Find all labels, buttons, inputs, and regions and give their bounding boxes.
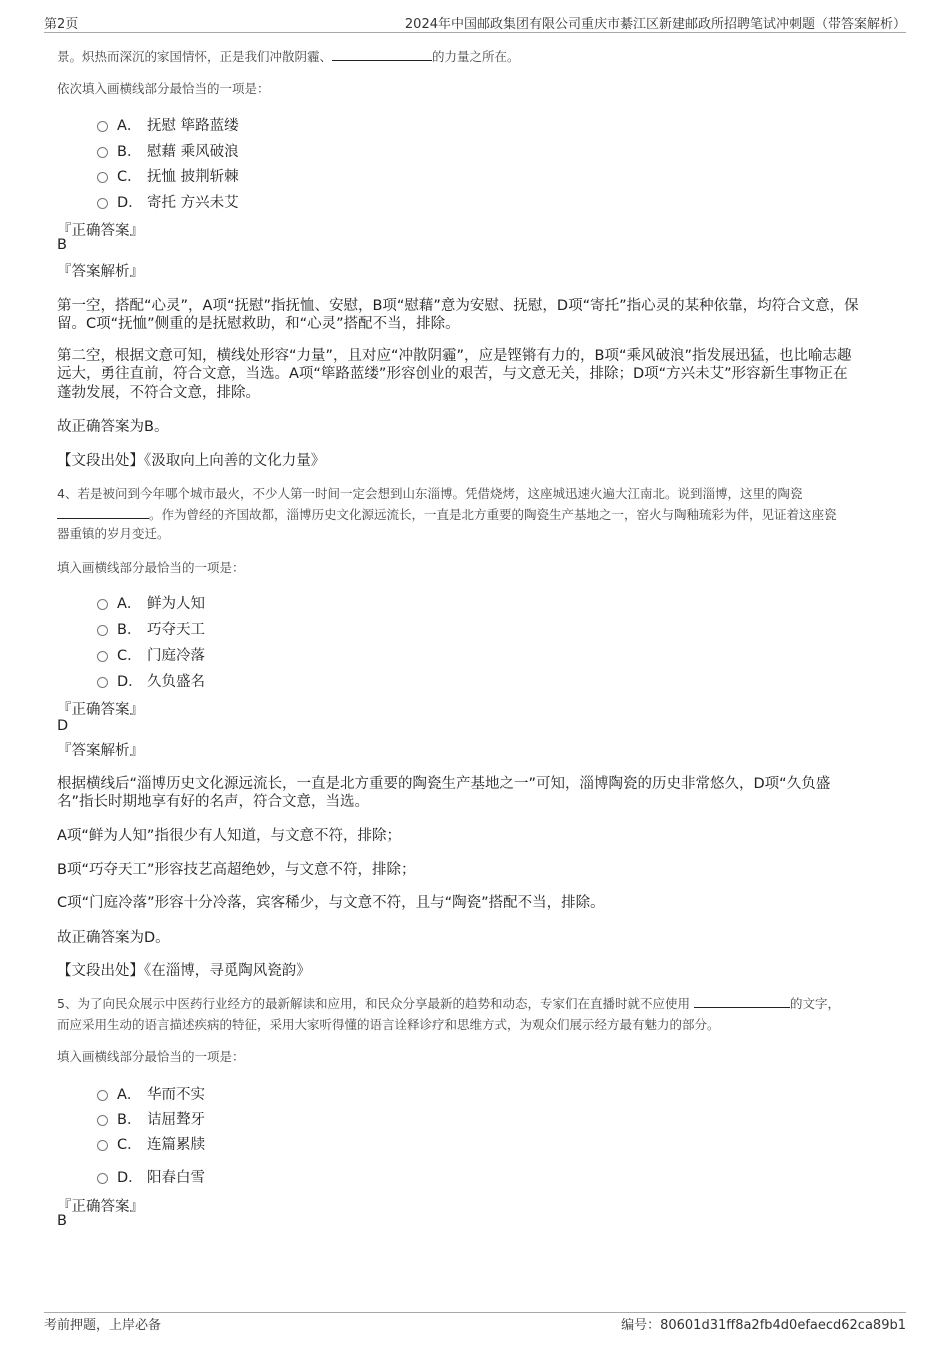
question-text: 4、若是被问到今年哪个城市最火，不少人第一时间一定会想到山东淄博。凭借烧烤，这座城迅速火遍大江南北。说到淄博，这里的陶瓷 <box>57 486 803 501</box>
option-text: 久负盛名 <box>147 674 205 690</box>
analysis-line: B项“巧夺天工”形容技艺高超绝妙，与文意不符，排除； <box>57 862 416 878</box>
answer-label: 『正确答案』 <box>57 223 144 239</box>
radio-icon[interactable] <box>97 625 108 636</box>
header-divider <box>44 32 906 33</box>
option-letter: D． <box>117 195 143 211</box>
option-b[interactable] <box>97 1108 205 1129</box>
question-prompt: 填入画横线部分最恰当的一项是： <box>57 560 245 575</box>
question-text <box>57 994 840 1012</box>
option-text: 巧夺天工 <box>147 622 205 638</box>
question-text <box>57 505 837 523</box>
analysis-line: 根据横线后“淄博历史文化源远流长，一直是北方重要的陶瓷生产基地之一”可知，淄博陶瓷的历史非常悠久，D项“久负盛 <box>57 776 831 792</box>
option-c[interactable] <box>97 644 205 665</box>
footer-slogan: 考前押题，上岸必备 <box>44 1318 162 1333</box>
radio-icon[interactable] <box>97 1115 108 1126</box>
radio-icon[interactable] <box>97 1140 108 1151</box>
text: 景。炽热而深沉的家国情怀，正是我们冲散阴霾、 <box>57 49 333 64</box>
text: 。作为曾经的齐国故都，淄博历史文化源远流长，一直是北方重要的陶瓷生产基地之一，窑火与陶釉琉彩为伴，见证着这座瓷 <box>149 507 837 522</box>
option-letter: C． <box>117 169 142 185</box>
question-text <box>57 47 520 65</box>
option-text: 寄托 方兴未艾 <box>147 195 239 211</box>
option-a[interactable] <box>97 114 239 135</box>
option-letter: A． <box>117 118 142 134</box>
option-text: 诘屈聱牙 <box>147 1112 205 1128</box>
option-letter: A． <box>117 596 142 612</box>
option-b[interactable] <box>97 618 205 639</box>
option-c[interactable] <box>97 165 239 186</box>
option-letter: D． <box>117 674 143 690</box>
option-letter: A． <box>117 1087 142 1103</box>
radio-icon[interactable] <box>97 147 108 158</box>
analysis-line: 故正确答案为B。 <box>57 419 169 435</box>
analysis-line: C项“门庭冷落”形容十分冷落，宾客稀少，与文意不符，且与“陶瓷”搭配不当，排除。 <box>57 895 605 911</box>
option-letter: B． <box>117 622 142 638</box>
option-c[interactable] <box>97 1133 205 1154</box>
blank <box>694 995 790 1008</box>
question-text: 而应采用生动的语言描述疾病的特征，采用大家听得懂的语言诠释诊疗和思维方式，为观众们展示经方最有魅力的部分。 <box>57 1017 720 1032</box>
analysis-line: A项“鲜为人知”指很少有人知道，与文意不符，排除； <box>57 828 401 844</box>
option-letter: D． <box>117 1170 143 1186</box>
text: 5、为了向民众展示中医药行业经方的最新解读和应用，和民众分享最新的趋势和动态，专家们在直播时就不应使用 <box>57 996 694 1011</box>
analysis-line: 名”指长时期地享有好的名声，符合文意，当选。 <box>57 794 370 810</box>
analysis-line: 远大，勇往直前，符合文意，当选。A项“筚路蓝缕”形容创业的艰苦，与文意无关，排除；D项“方兴未艾”形容新生事物正在 <box>57 366 848 382</box>
text: 的文字， <box>789 996 840 1011</box>
document-id: 编号：80601d31ff8a2fb4d0efaecd62ca89b1 <box>621 1318 906 1333</box>
answer-label: 『正确答案』 <box>57 1199 144 1215</box>
option-d[interactable] <box>97 1166 205 1187</box>
radio-icon[interactable] <box>97 1090 108 1101</box>
option-d[interactable] <box>97 191 239 212</box>
analysis-line: 留。C项“抚恤”侧重的是抚慰救助，和“心灵”搭配不当，排除。 <box>57 316 460 332</box>
option-a[interactable] <box>97 592 205 613</box>
option-text: 阳春白雪 <box>147 1170 205 1186</box>
radio-icon[interactable] <box>97 677 108 688</box>
answer-value: D <box>57 718 69 734</box>
text: 的力量之所在。 <box>432 49 520 64</box>
radio-icon[interactable] <box>97 599 108 610</box>
answer-label: 『正确答案』 <box>57 702 144 718</box>
radio-icon[interactable] <box>97 1173 108 1184</box>
option-letter: C． <box>117 1137 142 1153</box>
option-a[interactable] <box>97 1083 205 1104</box>
option-letter: C． <box>117 648 142 664</box>
source-citation: 【文段出处】《在淄博，寻觅陶风瓷韵》 <box>57 963 311 979</box>
analysis-label: 『答案解析』 <box>57 264 144 280</box>
answer-value: B <box>57 1213 67 1229</box>
source-citation: 【文段出处】《汲取向上向善的文化力量》 <box>57 453 326 469</box>
analysis-line: 蓬勃发展，不符合文意，排除。 <box>57 385 260 401</box>
radio-icon[interactable] <box>97 198 108 209</box>
blank <box>332 48 432 61</box>
page-number: 第2页 <box>44 17 79 32</box>
analysis-line: 第一空，搭配“心灵”，A项“抚慰”指抚恤、安慰，B项“慰藉”意为安慰、抚慰，D项“寄托”指心灵的某种依靠，均符合文意，保 <box>57 298 859 314</box>
radio-icon[interactable] <box>97 172 108 183</box>
analysis-line: 故正确答案为D。 <box>57 930 170 946</box>
question-prompt: 填入画横线部分最恰当的一项是： <box>57 1049 245 1064</box>
radio-icon[interactable] <box>97 651 108 662</box>
analysis-label: 『答案解析』 <box>57 743 144 759</box>
option-text: 门庭冷落 <box>147 648 205 664</box>
radio-icon[interactable] <box>97 121 108 132</box>
option-text: 抚恤 披荆斩棘 <box>147 169 239 185</box>
option-b[interactable] <box>97 140 239 161</box>
option-text: 抚慰 筚路蓝缕 <box>147 118 239 134</box>
answer-value: B <box>57 237 67 253</box>
option-text: 连篇累牍 <box>147 1137 205 1153</box>
document-title: 2024年中国邮政集团有限公司重庆市綦江区新建邮政所招聘笔试冲刺题（带答案解析） <box>404 17 906 32</box>
option-letter: B． <box>117 1112 142 1128</box>
option-text: 鲜为人知 <box>147 596 205 612</box>
analysis-line: 第二空，根据文意可知，横线处形容“力量”，且对应“冲散阴霾”，应是铿锵有力的，B项“乘风破浪”指发展迅猛，也比喻志趣 <box>57 348 852 364</box>
option-letter: B． <box>117 144 142 160</box>
option-text: 慰藉 乘风破浪 <box>147 144 239 160</box>
question-text: 器重镇的岁月变迁。 <box>57 526 170 541</box>
footer-divider <box>44 1312 906 1313</box>
question-prompt: 依次填入画横线部分最恰当的一项是： <box>57 81 270 96</box>
option-text: 华而不实 <box>147 1087 205 1103</box>
option-d[interactable] <box>97 670 205 691</box>
blank <box>57 506 149 519</box>
